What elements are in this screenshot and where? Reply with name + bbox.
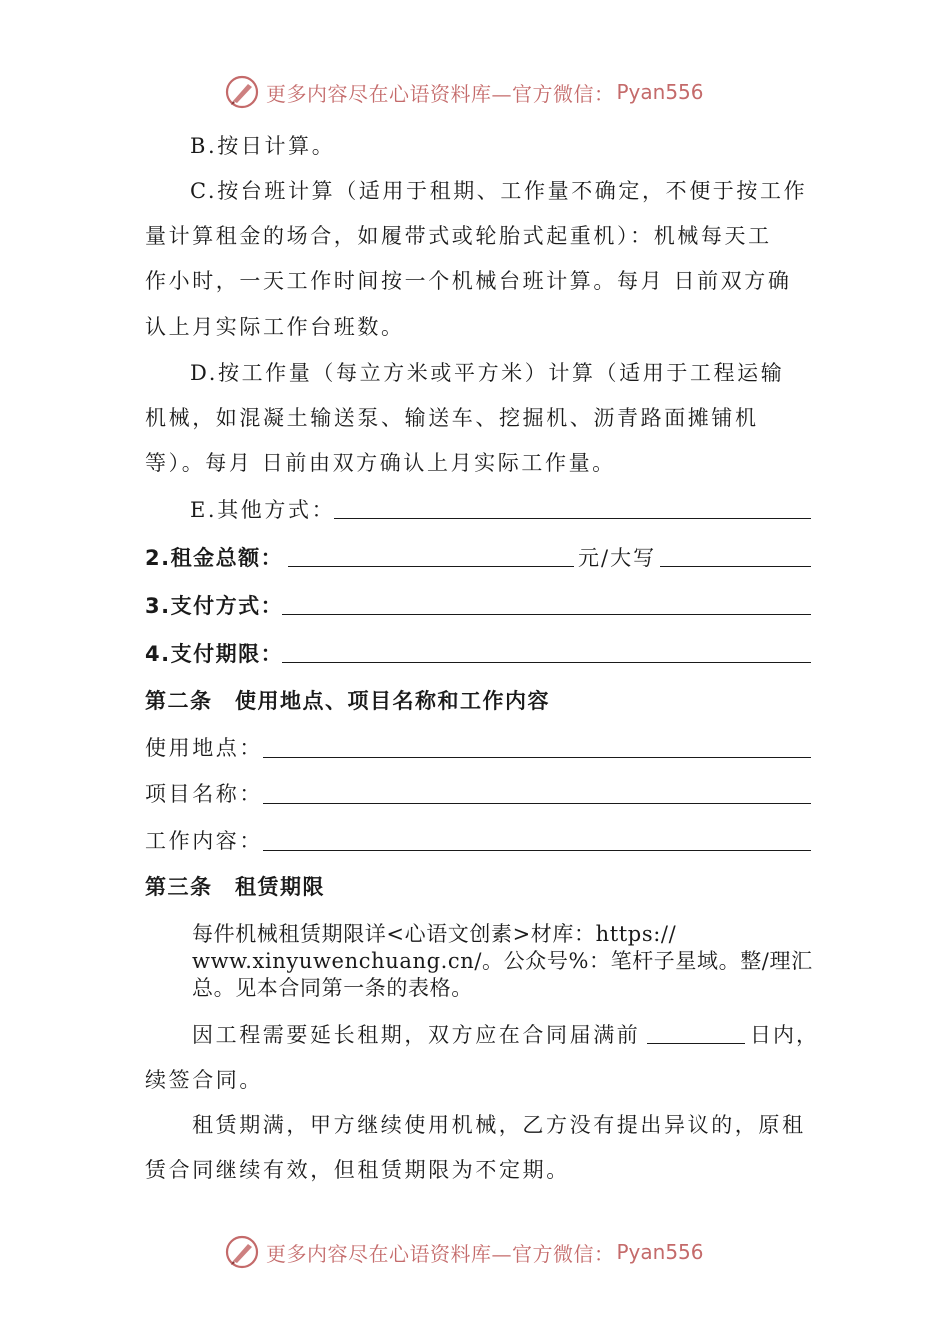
total-rent-capital-blank[interactable] (660, 566, 811, 567)
method-c-line: 作小时，一天工作时间按一个机械台班计算。每月 日前双方确 (145, 269, 792, 293)
expiry-text: 赁合同继续有效，但租赁期限为不定期。 (145, 1158, 570, 1182)
extension-text: 续签合同。 (145, 1068, 263, 1092)
payment-method-label: 3.支付方式： (145, 594, 284, 618)
extension-text-end: 日内， (750, 1023, 819, 1047)
total-rent-unit: 元/大写 (578, 546, 657, 570)
article-3-paragraph-line: 总。见本合同第一条的表格。 (192, 976, 473, 1000)
payment-method-blank[interactable] (282, 614, 811, 615)
method-d-line: 等）。每月 日前由双方确认上月实际工作量。 (145, 451, 616, 475)
watermark-header (224, 73, 704, 111)
pen-logo-icon (224, 74, 260, 110)
payment-term-blank[interactable] (282, 662, 811, 663)
project-name-blank[interactable] (263, 803, 811, 804)
expiry-text: 租赁期满，甲方继续使用机械，乙方没有提出异议的，原租 (192, 1113, 806, 1137)
other-method-blank[interactable] (334, 518, 811, 519)
watermark-text: 更多内容尽在心语资料库—官方微信： (266, 1241, 615, 1266)
project-name-label: 项目名称： (145, 782, 263, 806)
method-b: B.按日计算。 (190, 134, 336, 158)
payment-term-label: 4.支付期限： (145, 642, 284, 666)
article-3-heading: 第三条 租赁期限 (145, 875, 325, 899)
method-e-label: E.其他方式： (190, 498, 336, 522)
method-c-line: 认上月实际工作台班数。 (145, 315, 405, 339)
total-rent-blank[interactable] (288, 566, 574, 567)
pen-logo-icon (224, 1234, 260, 1270)
article-2-heading: 第二条 使用地点、项目名称和工作内容 (145, 689, 550, 713)
method-d-line: 机械，如混凝土输送泵、输送车、挖掘机、沥青路面摊铺机 (145, 406, 759, 430)
method-c-line: C.按台班计算（适用于租期、工作量不确定，不便于按工作 (190, 179, 808, 203)
extension-text: 因工程需要延长租期，双方应在合同届满前 (192, 1023, 641, 1047)
method-d-line: D.按工作量（每立方米或平方米）计算（适用于工程运输 (190, 361, 785, 385)
extension-days-blank[interactable] (647, 1043, 745, 1044)
method-c-line: 量计算租金的场合，如履带式或轮胎式起重机）：机械每天工 (145, 224, 772, 248)
work-content-label: 工作内容： (145, 829, 263, 853)
use-place-blank[interactable] (263, 757, 811, 758)
work-content-blank[interactable] (263, 850, 811, 851)
watermark-footer (224, 1233, 704, 1271)
watermark-wechat-id: Pyan556 (616, 80, 704, 104)
watermark-wechat-id: Pyan556 (616, 1240, 704, 1264)
article-3-paragraph-line: www.xinyuwenchuang.cn/。公众号%：笔杆子星域。整/理汇 (192, 949, 813, 973)
watermark-text: 更多内容尽在心语资料库—官方微信： (266, 81, 615, 106)
total-rent-label: 2.租金总额： (145, 546, 284, 570)
article-3-paragraph-line: 每件机械租赁期限详<心语文创素>材库：https:// (192, 922, 677, 946)
use-place-label: 使用地点： (145, 736, 263, 760)
